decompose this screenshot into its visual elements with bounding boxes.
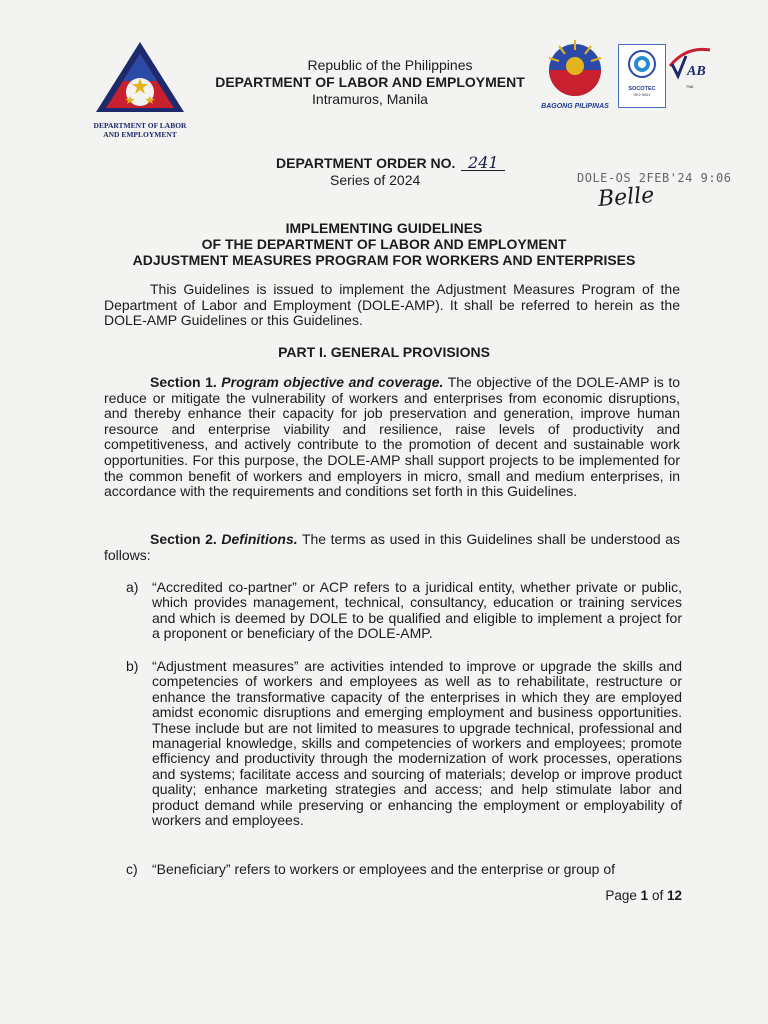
section-2: Section 2. Definitions. The terms as used in this Guidelines shall be understood as follows: xyxy=(104,531,681,563)
dole-logo-caption: DEPARTMENT OF LABOR AND EMPLOYMENT xyxy=(93,121,187,139)
socotec-badge-icon xyxy=(627,49,657,79)
order-title: DEPARTMENT ORDER NO. 241 xyxy=(276,155,505,171)
office-location: Intramuros, Manila xyxy=(312,91,428,107)
order-series: Series of 2024 xyxy=(330,172,421,188)
socotec-logo xyxy=(618,44,666,108)
pab-accreditation-icon xyxy=(666,44,714,80)
received-stamp: DOLE-OS 2FEB'24 9:06 xyxy=(577,171,732,185)
letterhead xyxy=(200,57,540,108)
part-heading: PART I. GENERAL PROVISIONS xyxy=(278,344,490,360)
definition-item: a) “Accredited co-partner” or ACP refers to a juridical entity, whether private or public, which provides management, technical, consultancy, education or training services and which is deemed by DOLE to be qualified and eligible to implement a project for a proponent or beneficiary of the DOLE-AMP. xyxy=(126,579,682,642)
handwritten-initials: Belle xyxy=(597,183,656,212)
department-name: DEPARTMENT OF LABOR AND EMPLOYMENT xyxy=(215,74,525,90)
pab-caption: PAB xyxy=(686,85,694,89)
section-1: Section 1. Program objective and coverage. The objective of the DOLE-AMP is to reduce or mitigate the vulnerability of workers and enterprises from economic disruptions, and thereby enhance their capacity for job preservation and generation, improve human resource and enterprise viability and resilience, raise levels of productivity and competitiveness, and actively contribute to the promotion of decent and sustainable work opportunities. For this purpose, the DOLE-AMP shall support projects to be implemented for the common benefit of workers and employers in micro, small and medium enterprises, in accordance with the requirements and conditions set forth in this Guidelines. xyxy=(104,374,681,500)
republic-line: Republic of the Philippines xyxy=(307,57,473,73)
page-number: Page 1 of 12 xyxy=(605,888,682,903)
socotec-iso: ISO 9001 xyxy=(633,92,651,97)
socotec-name: SOCOTEC xyxy=(628,86,656,92)
document-title: IMPLEMENTING GUIDELINES OF THE DEPARTMENT OF LABOR AND EMPLOYMENT ADJUSTMENT MEASURES PROGRAM FOR WORKERS AND ENTERPRISES xyxy=(132,220,636,268)
intro-paragraph: This Guidelines is issued to implement the Adjustment Measures Program of the Department of Labor and Employment (DOLE-AMP). It shall be referred to herein as the DOLE-AMP Guidelines or this Guidelines. xyxy=(104,281,680,329)
bagong-pilipinas-emblem-icon xyxy=(539,36,611,100)
definition-item: b) “Adjustment measures” are activities intended to improve or upgrade the skills and competencies of workers and employees as well as to rehabilitate, restructure or enhance the transformative capacity of the enterprises in which they are employed amidst economic disruptions and emerging employment and business opportunities. These include but are not limited to measures to upgrade technical, professional and managerial knowledge, skills and competencies of workers and employees; promote efficiency and productivity through the modernization of work processes, operations and systems; facilitate access and sourcing of materials; develop or improve product quality; enhance marketing strategies and access; and help stimulate labor and product demand while preserving or enhancing the employment or employability of workers and employees. xyxy=(126,658,682,829)
order-number: 241 xyxy=(461,156,505,171)
definition-item: c) “Beneficiary” refers to workers or employees and the enterprise or group of xyxy=(126,861,615,877)
svg-text:AB: AB xyxy=(687,64,706,79)
bagong-pilipinas-caption: BAGONG PILIPINAS xyxy=(541,103,609,110)
bagong-pilipinas-logo xyxy=(533,36,617,112)
pab-logo xyxy=(666,44,714,106)
dole-triangle-icon xyxy=(94,40,186,114)
dole-logo xyxy=(92,40,188,140)
